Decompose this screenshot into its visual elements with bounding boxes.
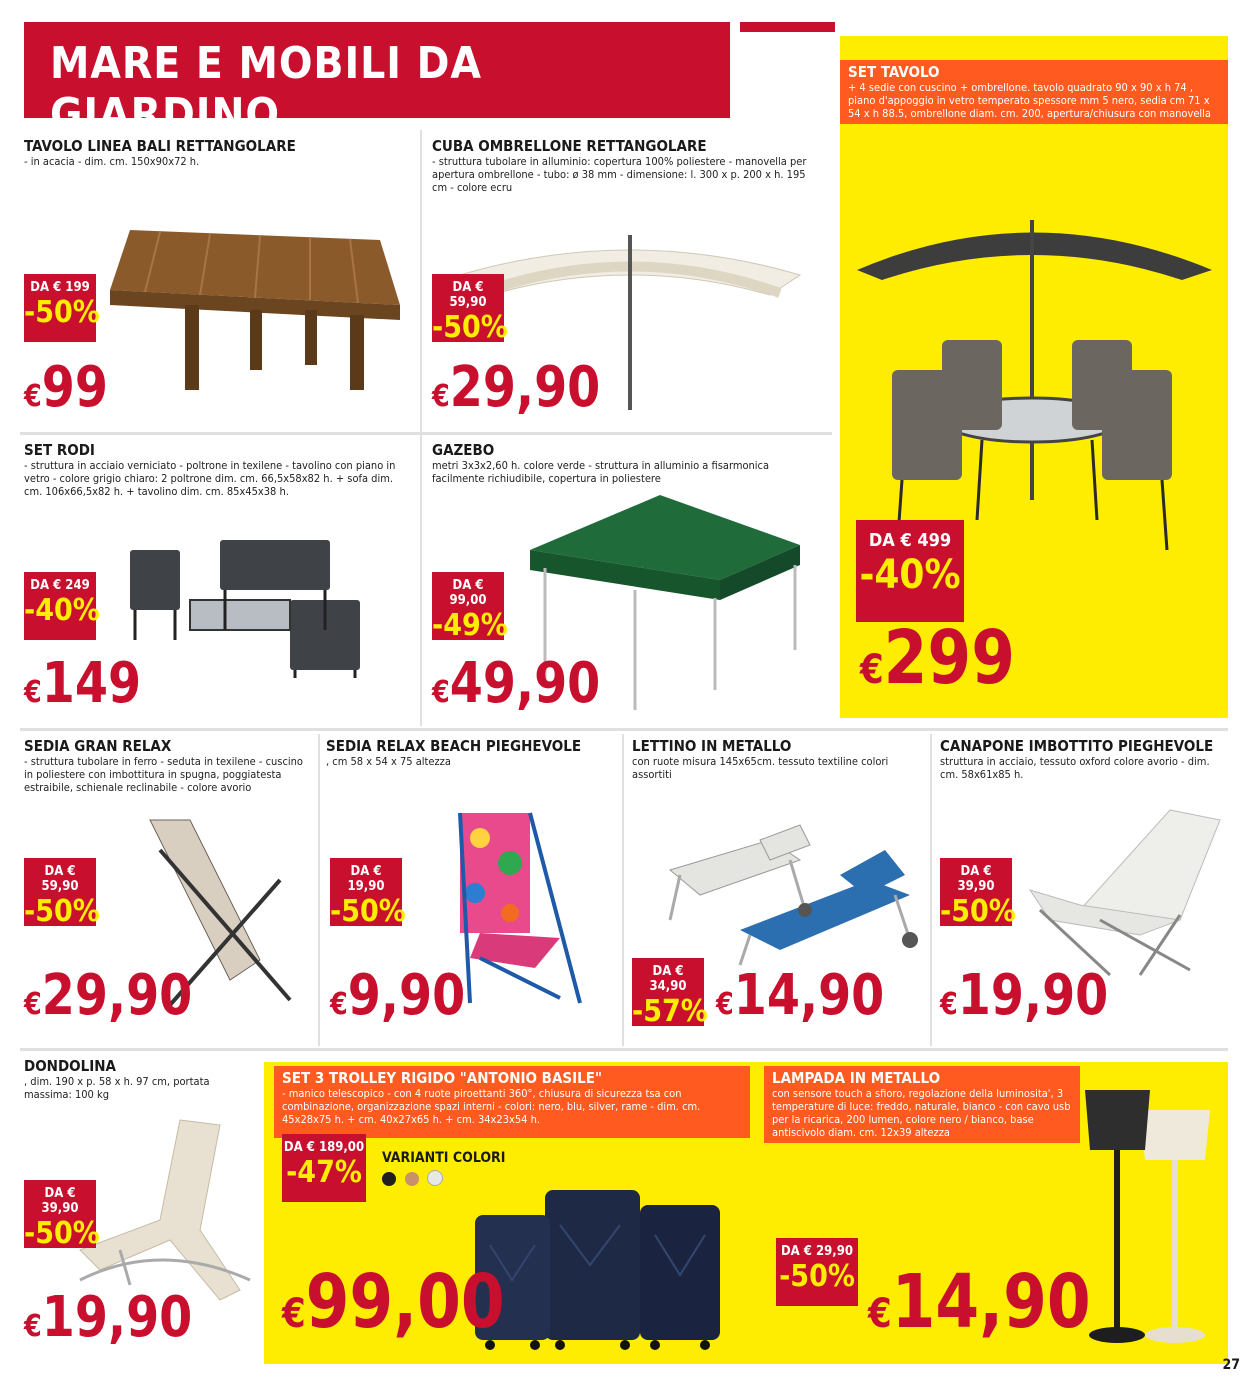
page-number: 27 — [1222, 1357, 1240, 1373]
swatch-silver — [427, 1170, 443, 1186]
product-description: , dim. 190 x p. 58 x h. 97 cm, portata massima: 100 kg — [24, 1075, 210, 1101]
price: €19,90 — [24, 1285, 193, 1350]
product-description: + 4 sedie con cuscino + ombrellone. tavolo quadrato 90 x 90 x h 74 , piano d'appoggio in vetro temperato spessore mm 5 nero, sedia cm 71 x 54 x h 88.5, ombrellone diam. cm. 200, apertura/chiusura con manovella — [848, 81, 1211, 120]
price: €29,90 — [432, 355, 601, 420]
discount-badge — [432, 274, 508, 345]
product-description: - struttura in acciaio verniciato - poltrone in texilene - tavolino con piano in vetro - colore grigio chiaro: 2 poltrone dim. cm. 66,5x58x82 h. + sofa dim. cm. 106x66,5x82 h. + tavolino dim. cm. 85x45x38 h. — [24, 459, 396, 498]
price: €14,90 — [716, 963, 885, 1028]
product-info — [24, 442, 414, 498]
product-header-bar — [764, 1066, 1080, 1143]
discount-badge — [432, 572, 508, 643]
was-price: DA € 39,90 — [957, 864, 995, 894]
discount-percent: -50% — [24, 894, 100, 929]
was-price: DA € 99,00 — [449, 578, 487, 608]
discount-percent: -50% — [24, 295, 100, 330]
was-price: DA € 29,90 — [780, 1244, 854, 1259]
product-title: LAMPADA IN METALLO — [772, 1069, 941, 1087]
was-price: DA € 199 — [30, 280, 90, 295]
divider — [420, 130, 422, 726]
product-description: , cm 58 x 54 x 75 altezza — [326, 755, 451, 768]
discount-badge — [24, 1180, 100, 1251]
discount-percent: -50% — [940, 894, 1016, 929]
discount-percent: -50% — [330, 894, 406, 929]
divider — [20, 1048, 1228, 1051]
divider — [930, 734, 932, 1046]
discount-badge — [632, 958, 708, 1029]
divider — [622, 734, 624, 1046]
discount-badge — [24, 274, 100, 342]
product-info — [432, 138, 822, 194]
product-title: DONDOLINA — [24, 1057, 116, 1075]
swatch-black — [382, 1172, 396, 1186]
product-info — [24, 1058, 254, 1101]
was-price: DA € 59,90 — [41, 864, 79, 894]
divider — [20, 728, 1228, 731]
product-description: - manico telescopico - con 4 ruote piroettanti 360°, chiusura di sicurezza tsa con combinazione, organizzazione spazi interni - colori: nero, blu, silver, rame - dim. cm. 45x28x75 h. + cm. 40x27x65 h. + cm. 34x23x54 h. — [282, 1087, 701, 1126]
color-variants — [382, 1150, 505, 1190]
beach-chair-image — [440, 808, 610, 1008]
price: €9,90 — [330, 963, 466, 1028]
discount-percent: -40% — [24, 593, 100, 628]
discount-badge — [856, 520, 964, 622]
was-price: DA € 249 — [30, 578, 90, 593]
product-description: metri 3x3x2,60 h. colore verde - struttura in alluminio a fisarmonica facilmente richiudibile, copertura in poliestere — [432, 459, 770, 485]
product-title: SET RODI — [24, 441, 95, 459]
was-price: DA € 19,90 — [347, 864, 385, 894]
page-header — [24, 22, 730, 140]
discount-badge — [330, 858, 406, 929]
discount-badge — [282, 1134, 366, 1202]
discount-percent: -49% — [432, 608, 508, 643]
lounge-set-image — [110, 530, 410, 680]
page-title: MARE E MOBILI DA GIARDINO — [50, 38, 482, 140]
swatch-copper — [405, 1172, 419, 1186]
product-title: CUBA OMBRELLONE RETTANGOLARE — [432, 137, 707, 155]
price: €19,90 — [940, 963, 1109, 1028]
product-header-bar — [840, 60, 1228, 124]
lamp-image — [1070, 1080, 1220, 1350]
product-description: con ruote misura 145x65cm. tessuto textiline colori assortiti — [632, 755, 889, 781]
was-price: DA € 189,00 — [283, 1140, 365, 1155]
product-info — [24, 738, 314, 794]
price: €99,00 — [282, 1259, 505, 1345]
divider — [20, 432, 832, 435]
luggage-image — [470, 1185, 740, 1355]
folding-chair-image — [1020, 800, 1230, 980]
product-description: struttura in acciaio, tessuto oxford colore avorio - dim. cm. 58x61x85 h. — [940, 755, 1210, 781]
was-price: DA € 34,90 — [649, 964, 687, 994]
price: €29,90 — [24, 963, 193, 1028]
product-title: LETTINO IN METALLO — [632, 737, 792, 755]
variants-label: VARIANTI COLORI — [382, 1150, 506, 1166]
product-description: - in acacia - dim. cm. 150x90x72 h. — [24, 155, 200, 168]
price: €99 — [24, 355, 108, 420]
product-description: - struttura tubolare in ferro - seduta in texilene - cuscino in poliestere con imbottitura in spugna, poggiatesta estraibile, schienale reclinabile - colore avorio — [24, 755, 303, 794]
product-title: SET TAVOLO — [848, 63, 940, 81]
discount-badge — [24, 572, 100, 640]
product-description: - struttura tubolare in alluminio: copertura 100% poliestere - manovella per apertura ombrellone - tubo: ø 38 mm - dimensione: l. 300 x p. 200 x h. 195 cm - colore ecru — [432, 155, 807, 194]
price: €299 — [860, 615, 1015, 701]
table-image — [100, 210, 400, 400]
sun-lounger-image — [640, 820, 930, 970]
product-title: GAZEBO — [432, 441, 495, 459]
product-info — [632, 738, 926, 781]
discount-badge — [24, 858, 100, 929]
product-title: CANAPONE IMBOTTITO PIEGHEVOLE — [940, 737, 1214, 755]
product-info — [432, 442, 822, 485]
discount-badge — [776, 1238, 858, 1306]
product-info — [326, 738, 618, 768]
header-tab — [740, 22, 835, 32]
price: €14,90 — [868, 1259, 1091, 1345]
product-title: TAVOLO LINEA BALI RETTANGOLARE — [24, 137, 296, 155]
discount-percent: -57% — [632, 994, 708, 1029]
was-price: DA € 59,90 — [449, 280, 487, 310]
product-description: con sensore touch a sfioro, regolazione della luminosita', 3 temperature di luce: freddo, naturale, bianco - con cavo usb per la ricarica, 200 lumen, colore nero / bianco, base antiscivolo diam. cm. 12x39 altezza — [772, 1087, 1071, 1139]
discount-percent: -50% — [24, 1216, 100, 1251]
discount-badge — [940, 858, 1016, 929]
was-price: DA € 499 — [868, 530, 952, 551]
product-title: SEDIA GRAN RELAX — [24, 737, 172, 755]
patio-set-image — [852, 200, 1222, 560]
product-info — [940, 738, 1228, 781]
product-title: SET 3 TROLLEY RIGIDO "ANTONIO BASILE" — [282, 1069, 602, 1087]
product-title: SEDIA RELAX BEACH PIEGHEVOLE — [326, 737, 582, 755]
product-info — [24, 138, 404, 168]
price: €149 — [24, 651, 142, 716]
was-price: DA € 39,90 — [41, 1186, 79, 1216]
discount-percent: -47% — [286, 1155, 362, 1190]
discount-percent: -50% — [779, 1259, 855, 1294]
discount-percent: -40% — [859, 552, 961, 598]
discount-percent: -50% — [432, 310, 508, 345]
product-header-bar — [274, 1066, 750, 1138]
divider — [318, 734, 320, 1046]
price: €49,90 — [432, 651, 601, 716]
